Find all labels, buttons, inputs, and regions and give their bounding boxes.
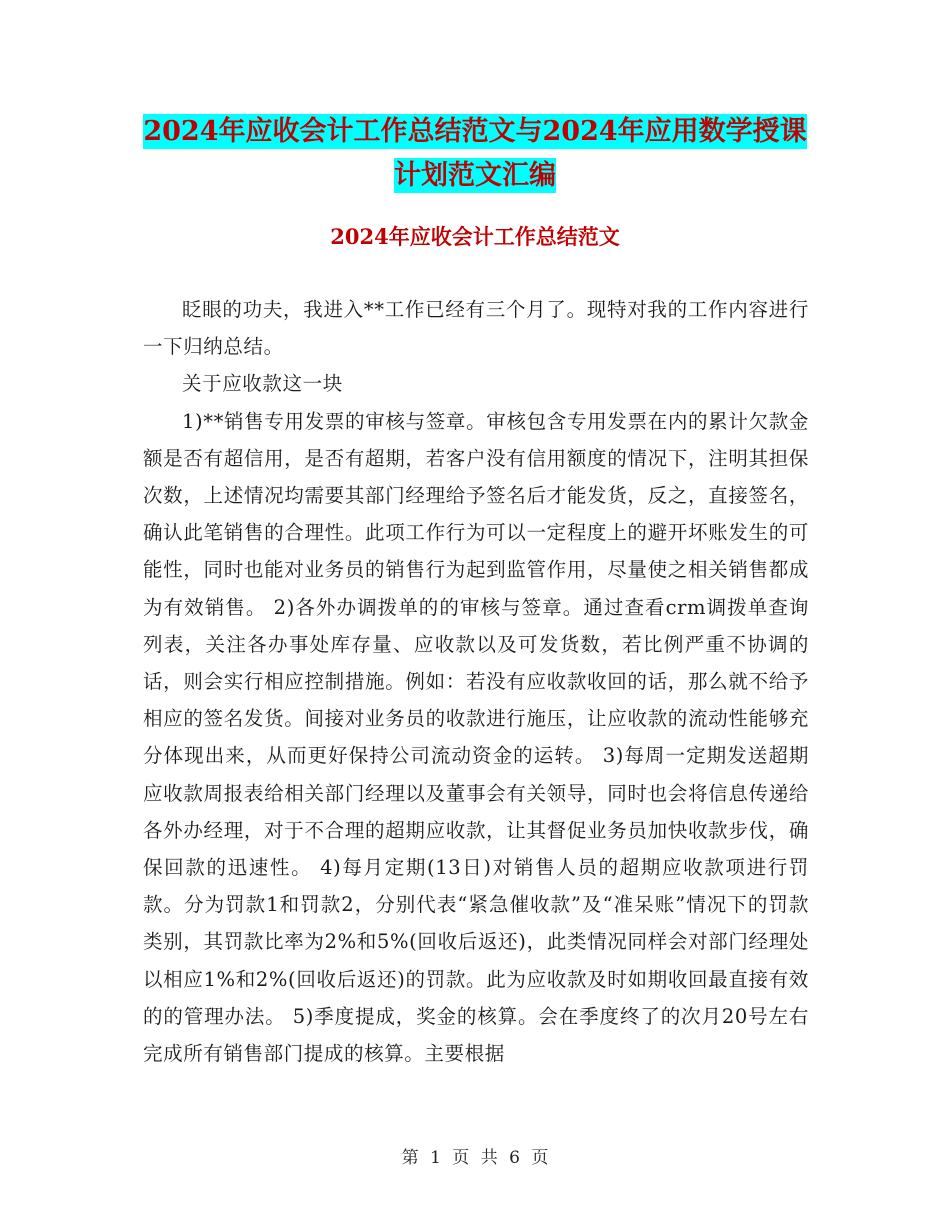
title-line-2: 计划范文汇编 (394, 160, 556, 191)
document-title (0, 110, 950, 198)
body-text (143, 291, 809, 1072)
page-footer: 第 1 页 共 6 页 (401, 1148, 549, 1168)
paragraph-details: 1)**销售专用发票的审核与签章。审核包含专用发票在内的累计欠款金额是否有超信用，是否有超期，若客户没有信用额度的情况下，注明其担保次数，上述情况均需要其部门经理给予签名后才能发货，反之，直接签名，确认此笔销售的合理性。此项工作行为可以一定程度上的避开坏账发生的可能性，同时也能对业务员的销售行为起到监管作用，尽量使之相关销售都成为有效销售。 2)各外办调拨单的的审核与签章。通过查看crm调拨单查询列表，关注各办事处库存量、应收款以及可发货数，若比例严重不协调的话，则会实行相应控制措施。例如：若没有应收款收回的话，那么就不给予相应的签名发货。间接对业务员的收款进行施压，让应收款的流动性能够充分体现出来，从而更好保持公司流动资金的运转。 3)每周一定期发送超期应收款周报表给相关部门经理以及董事会有关领导，同时也会将信息传递给各外办经理，对于不合理的超期应收款，让其督促业务员加快收款步伐，确保回款的迅速性。 4)每月定期(13日)对销售人员的超期应收款项进行罚款。分为罚款1和罚款2，分别代表“紧急催收款”及“准呆账”情况下的罚款类别，其罚款比率为2%和5%(回收后返还)，此类情况同样会对部门经理处以相应1%和2%(回收后返还)的罚款。此为应收款及时如期收回最直接有效的的管理办法。 5)季度提成，奖金的核算。会在季度终了的次月20号左右完成所有销售部门提成的核算。主要根据 (143, 409, 809, 1066)
paragraph-intro: 眨眼的功夫，我进入**工作已经有三个月了。现特对我的工作内容进行一下归纳总结。 (143, 298, 809, 359)
section-title: 2024年应收会计工作总结范文 (330, 224, 620, 249)
title-line-1: 2024年应收会计工作总结范文与2024年应用数学授课 (143, 116, 807, 147)
paragraph-heading: 关于应收款这一块 (182, 372, 343, 396)
